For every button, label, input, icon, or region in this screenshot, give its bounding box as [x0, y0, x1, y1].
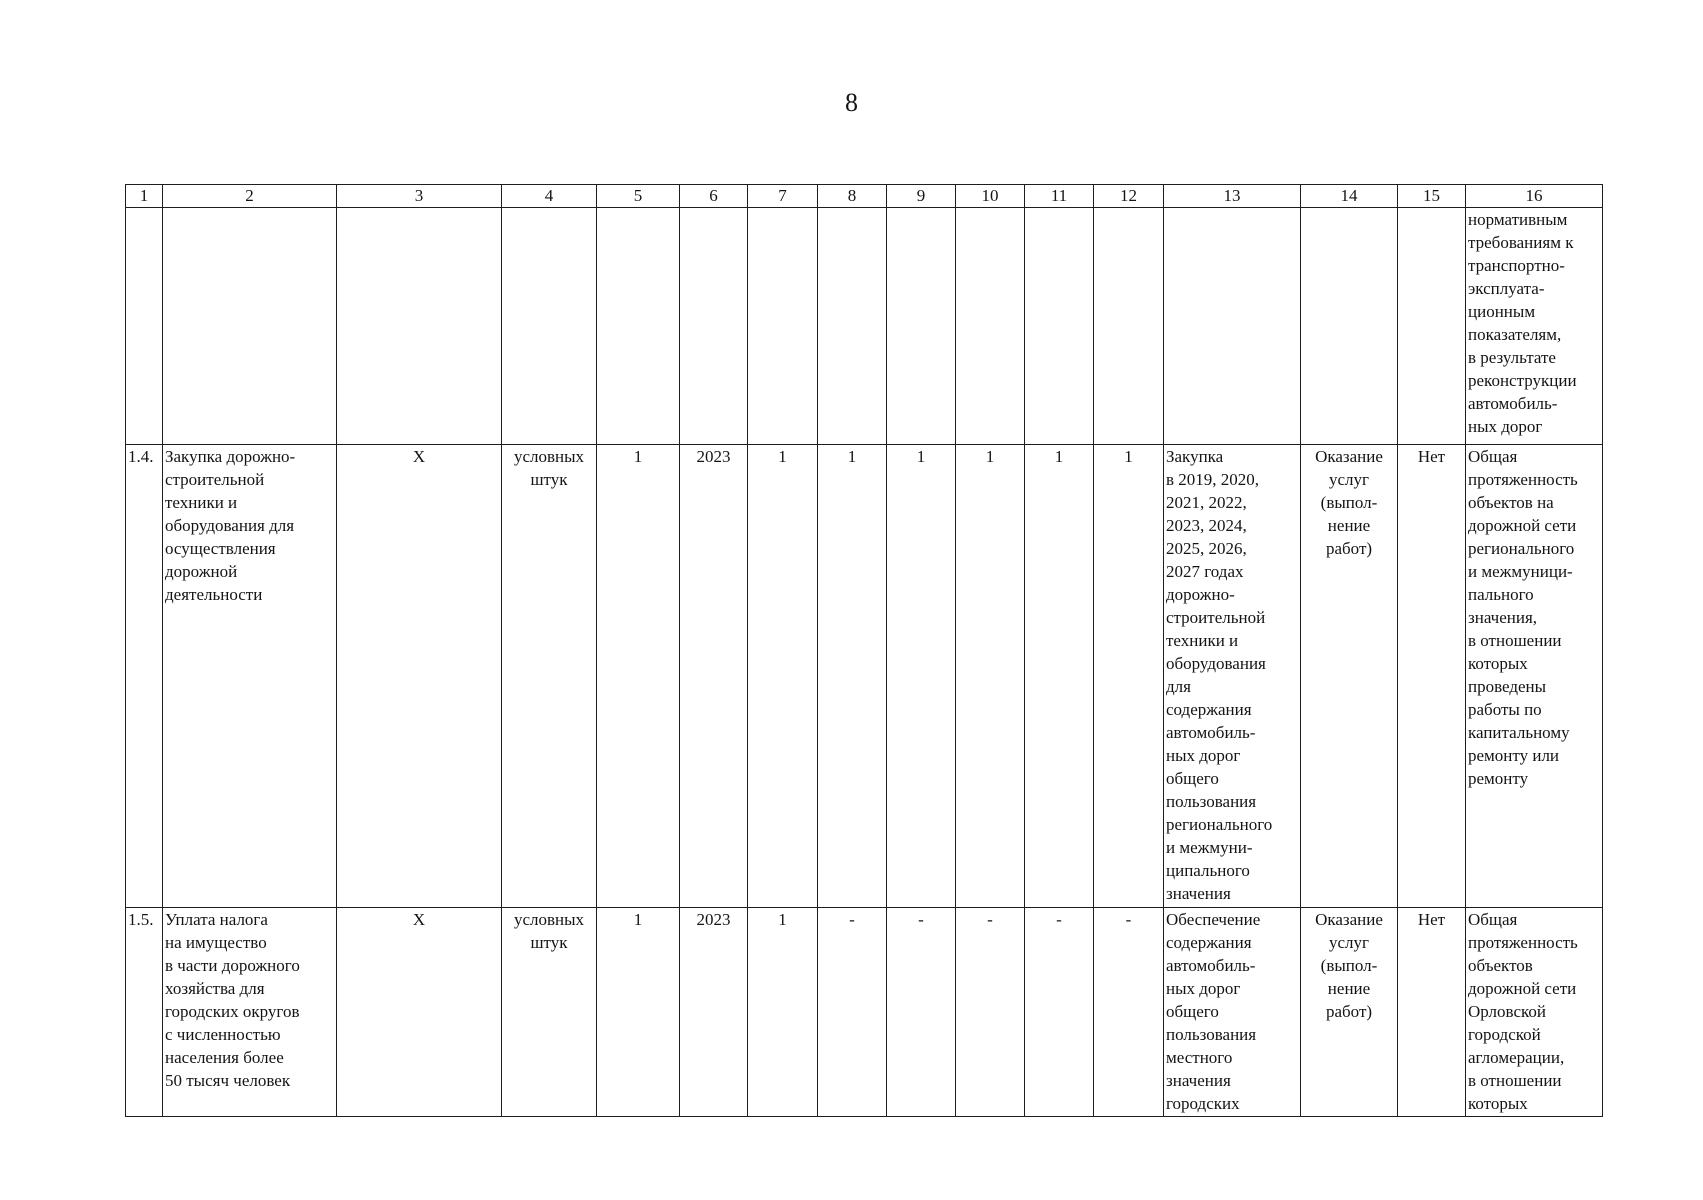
cell-col11	[1025, 208, 1094, 445]
column-number: 12	[1094, 185, 1164, 208]
cell-col8: 1	[818, 445, 887, 908]
cell-name: Уплата налога на имущество в части дорожного хозяйства для городских округов с численностью населения более 50 тысяч человек	[163, 908, 337, 1117]
cell-col12: -	[1094, 908, 1164, 1117]
cell-col14: Оказание услуг (выпол- нение работ)	[1301, 908, 1398, 1117]
column-number: 13	[1164, 185, 1301, 208]
cell-year: 2023	[680, 908, 748, 1117]
cell-col16: нормативным требованиям к транспортно- эксплуата- ционным показателям, в результате реконструкции автомобиль- ных дорог	[1466, 208, 1603, 445]
cell-no: 1.4.	[126, 445, 163, 908]
cell-col11: 1	[1025, 445, 1094, 908]
cell-col15: Нет	[1398, 908, 1466, 1117]
column-number: 5	[597, 185, 680, 208]
cell-col16: Общая протяженность объектов дорожной сети Орловской городской агломерации, в отношении которых	[1466, 908, 1603, 1117]
cell-year: 2023	[680, 445, 748, 908]
cell-no: 1.5.	[126, 908, 163, 1117]
column-number: 14	[1301, 185, 1398, 208]
column-number: 8	[818, 185, 887, 208]
cell-col7	[748, 208, 818, 445]
cell-col10: -	[956, 908, 1025, 1117]
column-number: 11	[1025, 185, 1094, 208]
cell-col5: 1	[597, 908, 680, 1117]
cell-col3	[337, 208, 502, 445]
column-number-row	[126, 185, 1603, 208]
column-number: 1	[126, 185, 163, 208]
cell-no	[126, 208, 163, 445]
table-row	[126, 908, 1603, 1117]
column-number: 4	[502, 185, 597, 208]
cell-col13: Закупка в 2019, 2020, 2021, 2022, 2023, 2024, 2025, 2026, 2027 годах дорожно- строительной техники и оборудования для содержания автомобиль- ных дорог общего пользования регионального и межмуни- ципального значения	[1164, 445, 1301, 908]
cell-col9	[887, 208, 956, 445]
cell-unit: условных штук	[502, 908, 597, 1117]
column-number: 6	[680, 185, 748, 208]
cell-col7: 1	[748, 445, 818, 908]
page-number: 8	[845, 88, 858, 117]
table-row	[126, 445, 1603, 908]
cell-col11: -	[1025, 908, 1094, 1117]
cell-unit: условных штук	[502, 445, 597, 908]
cell-col10: 1	[956, 445, 1025, 908]
cell-col9: -	[887, 908, 956, 1117]
column-number: 10	[956, 185, 1025, 208]
cell-year	[680, 208, 748, 445]
cell-col8	[818, 208, 887, 445]
cell-col13: Обеспечение содержания автомобиль- ных дорог общего пользования местного значения городских	[1164, 908, 1301, 1117]
cell-col8: -	[818, 908, 887, 1117]
column-number: 2	[163, 185, 337, 208]
program-measures-table	[125, 184, 1603, 1117]
cell-col10	[956, 208, 1025, 445]
cell-col15: Нет	[1398, 445, 1466, 908]
cell-col9: 1	[887, 445, 956, 908]
table-row	[126, 208, 1603, 445]
cell-col16: Общая протяженность объектов на дорожной сети регионального и межмуници- пального значения, в отношении которых проведены работы по капитальному ремонту или ремонту	[1466, 445, 1603, 908]
cell-col15	[1398, 208, 1466, 445]
cell-unit	[502, 208, 597, 445]
cell-col5	[597, 208, 680, 445]
cell-col12	[1094, 208, 1164, 445]
cell-name	[163, 208, 337, 445]
cell-col3: Х	[337, 908, 502, 1117]
cell-col14	[1301, 208, 1398, 445]
cell-col5: 1	[597, 445, 680, 908]
column-number: 15	[1398, 185, 1466, 208]
cell-col13	[1164, 208, 1301, 445]
cell-col14: Оказание услуг (выпол- нение работ)	[1301, 445, 1398, 908]
cell-name: Закупка дорожно- строительной техники и оборудования для осуществления дорожной деятельности	[163, 445, 337, 908]
column-number: 3	[337, 185, 502, 208]
column-number: 9	[887, 185, 956, 208]
cell-col12: 1	[1094, 445, 1164, 908]
column-number: 16	[1466, 185, 1603, 208]
cell-col7: 1	[748, 908, 818, 1117]
cell-col3: Х	[337, 445, 502, 908]
column-number: 7	[748, 185, 818, 208]
